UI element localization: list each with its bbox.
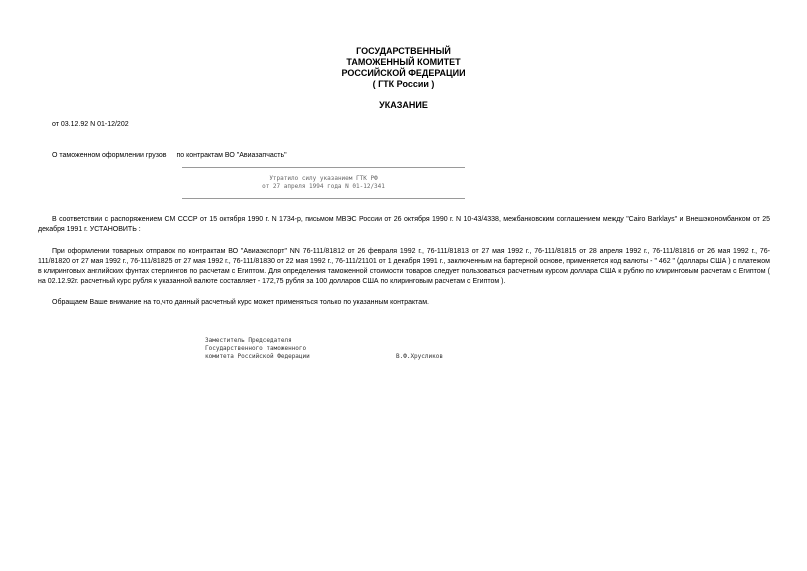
subject-part-1: О таможенном оформлении грузов xyxy=(52,152,167,159)
issuer-header xyxy=(0,46,807,90)
paragraph-attention-text: Обращаем Ваше внимание на то,что данный расчетный курс может применяться только по указанным контрактам. xyxy=(52,299,429,306)
paragraph-basis-text: В соответствии с распоряжением СМ СССР от 15 октября 1990 г. N 1734-р, письмом МВЭС России от 26 октября 1990 г. N 10-43/4338, межбанковским соглашением между "Cairo Barklays" и Внешэкономбанком от 25 декабря 1991 г. УСТАНОВИТЬ : xyxy=(38,216,770,233)
issuer-line-3: РОССИЙСКОЙ ФЕДЕРАЦИИ xyxy=(341,68,466,78)
signatory-title: Заместитель Председателя Государственного таможенного комитета Российской Федерации xyxy=(205,337,310,360)
issuer-line-1: ГОСУДАРСТВЕННЫЙ xyxy=(356,46,451,56)
document-subject xyxy=(52,152,287,159)
issuer-line-4: ( ГТК России ) xyxy=(372,79,435,89)
paragraph-currency-code-text: При оформлении товарных отправок по контрактам ВО "Авиаэкспорт" NN 76-111/81812 от 26 февраля 1992 г., 76-111/81813 от 27 мая 1992 г., 76-111/81815 от 28 апреля 1992 г., 76-111/81816 от 26 мая 1992 г., 76-111/81820 от 27 мая 1992 г., 76-111/81825 от 27 мая 1992 г., 76-111/81830 от 22 мая 1992 г., 76-111/21101 от 1 декабря 1991 г., заключенным на бартерной основе, применяется код валюты - " 462 " (доллары США ) с платежом в клиринговых английских фунтах стерлингов по расчетам с Египтом. Для определения таможенной стоимости товаров следует пользоваться расчетным курсом доллара США к рублю по клиринговым расчетам с Египтом ( на 02.12.92г. расчетный курс рубля к указанной валюте составляет - 172,75 рубля за 100 долларов США по клиринговым расчетам с Египтом ). xyxy=(38,248,770,285)
paragraph-currency-code xyxy=(38,247,770,287)
note-bottom-divider xyxy=(182,198,465,199)
paragraph-attention xyxy=(38,298,770,308)
paragraph-basis xyxy=(38,215,770,235)
status-note-line-1: Утратило силу указанием ГТК РФ xyxy=(269,175,378,182)
issuer-line-2: ТАМОЖЕННЫЙ КОМИТЕТ xyxy=(346,57,461,67)
subject-part-2: по контрактам ВО "Авиазапчасть" xyxy=(176,152,287,159)
document-date-number: от 03.12.92 N 01-12/202 xyxy=(52,121,129,128)
document-title: УКАЗАНИЕ xyxy=(379,100,428,110)
note-top-divider xyxy=(182,167,465,168)
signatory-name: В.Ф.Хрусликов xyxy=(396,353,443,360)
status-note xyxy=(182,175,465,191)
status-note-line-2: от 27 апреля 1994 года N 01-12/341 xyxy=(262,183,385,190)
